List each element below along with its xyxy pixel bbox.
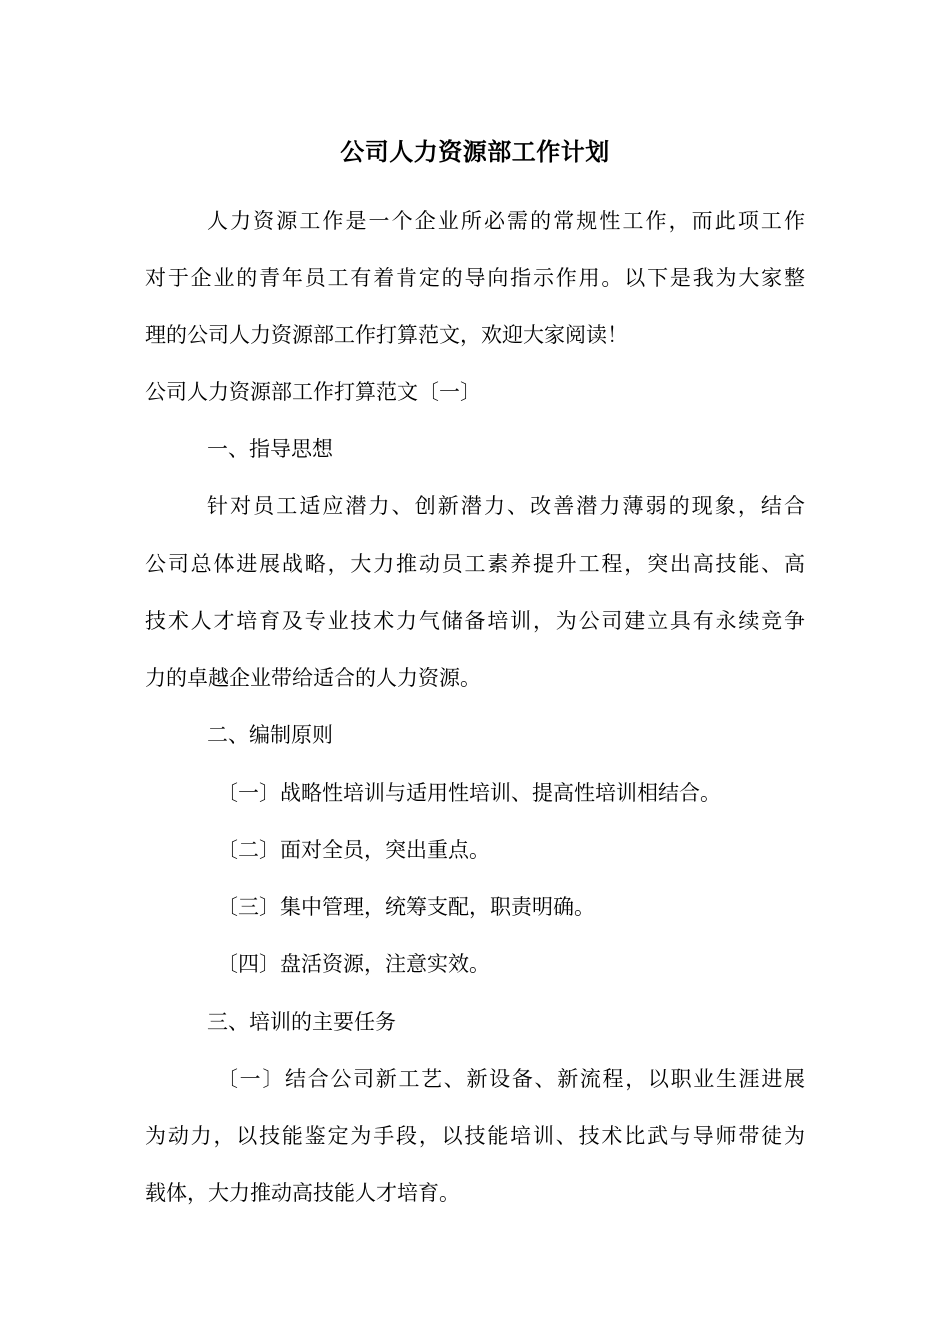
intro-line-1: 人力资源工作是一个企业所必需的常规性工作，而此项工作 [207,209,805,233]
intro-line-2: 对于企业的青年员工有着肯定的导向指示作用。以下是我为大家整 [145,266,805,290]
principle-3: 〔三〕集中管理，统筹支配，职责明确。 [217,895,595,919]
principle-2: 〔二〕面对全员，突出重点。 [217,838,490,862]
heading-guiding-thought: 一、指导思想 [207,437,333,461]
heading-main-tasks: 三、培训的主要任务 [207,1010,396,1034]
para1-line-4: 力的卓越企业带给适合的人力资源。 [145,666,481,690]
principle-1: 〔一〕战略性培训与适用性培训、提高性培训相结合。 [217,781,721,805]
para1-line-1: 针对员工适应潜力、创新潜力、改善潜力薄弱的现象，结合 [207,494,805,518]
para3-line-3: 载体，大力推动高技能人才培育。 [145,1181,460,1205]
para1-line-3: 技术人才培育及专业技术力气储备培训，为公司建立具有永续竞争 [145,609,805,633]
para3-line-1: 〔一〕结合公司新工艺、新设备、新流程，以职业生涯进展 [217,1067,805,1091]
para3-line-2: 为动力，以技能鉴定为手段，以技能培训、技术比武与导师带徒为 [145,1124,805,1148]
heading-principles: 二、编制原则 [207,723,333,747]
principle-4: 〔四〕盘活资源，注意实效。 [217,952,490,976]
document-title: 公司人力资源部工作计划 [340,137,610,166]
intro-line-3: 理的公司人力资源部工作打算范文，欢迎大家阅读！ [145,323,628,347]
section-title: 公司人力资源部工作打算范文〔一〕 [145,380,481,404]
para1-line-2: 公司总体进展战略，大力推动员工素养提升工程，突出高技能、高 [145,552,805,576]
